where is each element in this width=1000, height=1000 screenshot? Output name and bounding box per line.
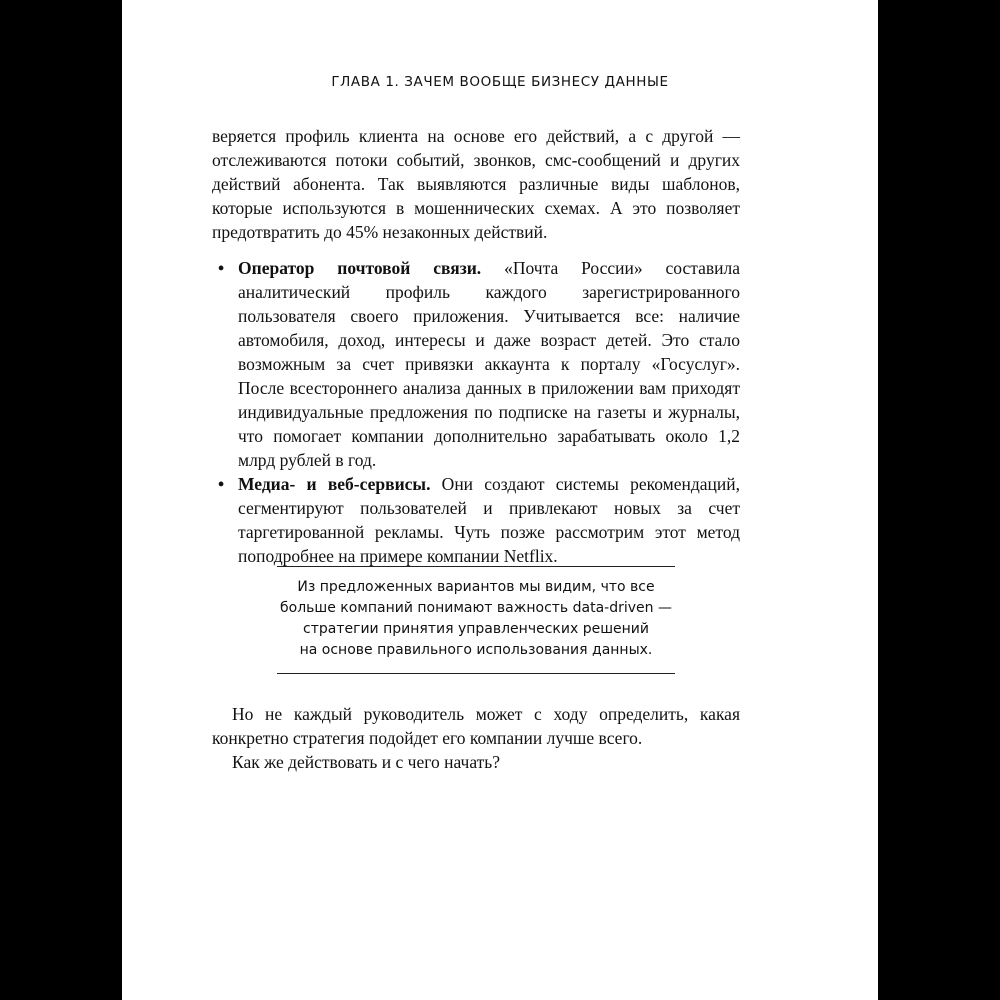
- bullet-marker: •: [218, 474, 225, 494]
- running-head: ГЛАВА 1. ЗАЧЕМ ВООБЩЕ БИЗНЕСУ ДАННЫЕ: [331, 74, 669, 90]
- bullet-list: [212, 256, 740, 568]
- bullet-marker: •: [218, 258, 225, 278]
- paragraph: Но не каждый руководитель может с ходу определить, какая конкретно стратегия подойдет его компании лучше всего.: [212, 704, 740, 748]
- bullet-text: «Почта России» составила аналитический профиль каждого зарегистрированного пользователя своего приложения. Учитывается все: наличие автомобиля, доход, интересы и даже возраст детей. Это стало возможным за счет привязки аккаунта к порталу «Госуслуг». После всестороннего анализа данных в приложении вам приходят индивидуальные предложения по подписке на газеты и журналы, что помогает компании дополнительно зарабатывать около 1,2 млрд рублей в год.: [238, 258, 740, 470]
- quote-top-rule: [277, 566, 675, 567]
- bullet-text: Они создают системы рекомендаций, сегментируют пользователей и привлекают новых за счет таргетированной рекламы. Чуть позже рассмотрим этот метод поподробнее на примере компании Netflix.: [238, 474, 740, 566]
- pull-quote-line: стратегии принятия управленческих решений: [303, 621, 649, 637]
- pull-quote-line: Из предложенных вариантов мы видим, что все: [297, 579, 655, 595]
- bottom-paragraphs: [212, 702, 740, 774]
- bullet-lead: Медиа- и веб-сервисы.: [238, 474, 431, 494]
- pull-quote-line: на основе правильного использования данных.: [299, 642, 653, 658]
- bullet-lead: Оператор почтовой связи.: [238, 258, 482, 278]
- top-paragraph: веряется профиль клиента на основе его действий, а с другой — отслеживаются потоки событий, звонков, смс-сообщений и других действий абонента. Так выявляются различные виды шаблонов, которые используются в мошеннических схемах. А это позволяет предотвратить до 45% незаконных действий.: [212, 126, 740, 242]
- paragraph: Как же действовать и с чего начать?: [232, 752, 501, 772]
- bullet-item-media-services: [212, 472, 740, 568]
- pull-quote: [277, 577, 675, 661]
- book-page: [122, 0, 878, 1000]
- bullet-item-post-operator: [212, 256, 740, 472]
- quote-bottom-rule: [277, 673, 675, 674]
- pull-quote-line: больше компаний понимают важность data-driven —: [280, 600, 672, 616]
